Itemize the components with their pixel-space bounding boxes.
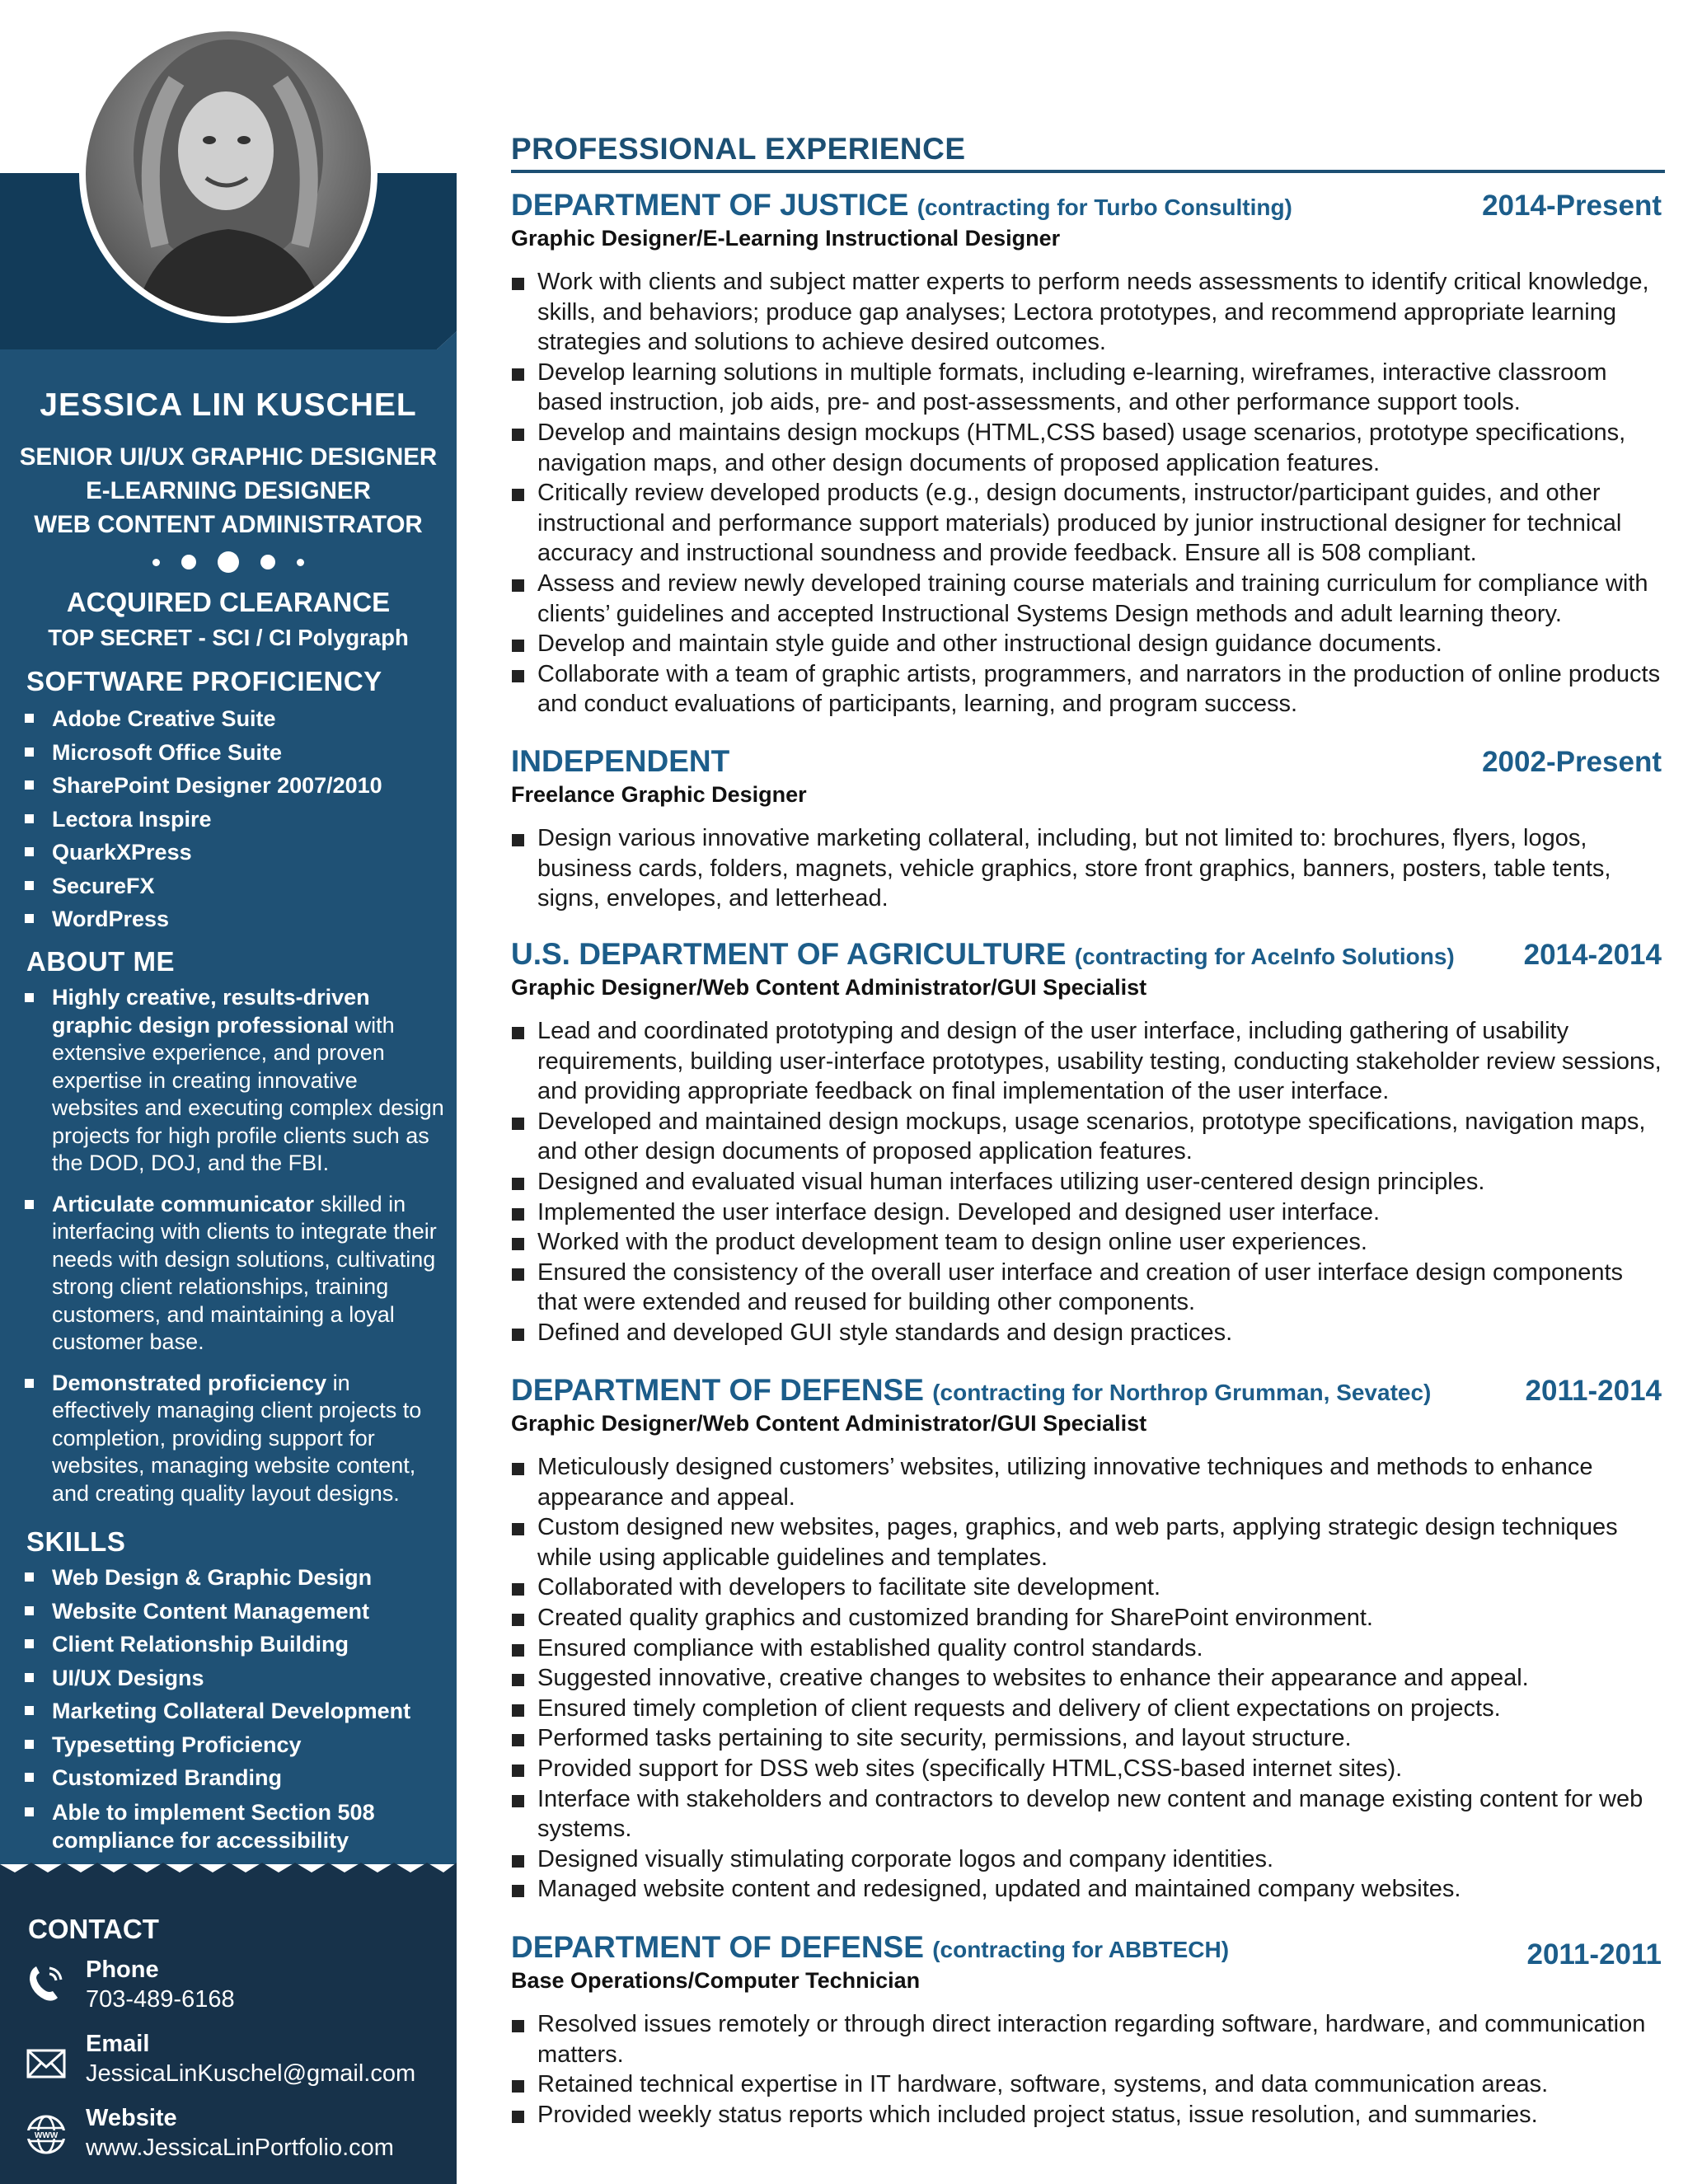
bullet-square-icon	[512, 368, 524, 381]
job-dates: 2002-Present	[1482, 746, 1662, 778]
job-entry	[511, 1373, 1665, 1905]
bullet-square-icon	[512, 2020, 524, 2032]
dot-icon	[181, 555, 196, 569]
sidebar	[0, 0, 457, 2184]
skill-item: Web Design & Graphic Design	[18, 1561, 447, 1595]
profile-title: SENIOR UI/UX GRAPHIC DESIGNER	[19, 443, 438, 471]
job-entry	[511, 744, 1665, 914]
profile-title: WEB CONTENT ADMINISTRATOR	[34, 511, 423, 538]
about-heading: ABOUT ME	[26, 946, 175, 977]
dot-icon	[218, 551, 239, 573]
bullet-square-icon	[25, 914, 34, 923]
bullet-square-icon	[512, 1644, 524, 1657]
bullet-square-icon	[512, 1027, 524, 1039]
experience-heading: PROFESSIONAL EXPERIENCE	[511, 132, 966, 166]
software-item: Lectora Inspire	[18, 803, 447, 837]
bullet-square-icon	[25, 748, 34, 757]
clearance-heading: ACQUIRED CLEARANCE	[66, 587, 391, 617]
bullet-square-icon	[512, 670, 524, 682]
bullet-square-icon	[25, 814, 34, 823]
job-bullet: Assess and review newly developed training course materials and training curriculum for compliance with clients’ guidelines and accepted Instructional Systems Design methods and adult learning theory.	[511, 569, 1665, 629]
skill-item: Able to implement Section 508 compliance for accessibility	[18, 1798, 447, 1854]
job-role: Graphic Designer/E-Learning Instructional Designer	[511, 226, 1061, 251]
job-bullet: Develop learning solutions in multiple formats, including e-learning, wireframes, interactive classroom based instruction, job aids, pre- and post-assessments, and other performance support tools.	[511, 358, 1665, 418]
job-bullet: Defined and developed GUI style standards and design practices.	[511, 1318, 1665, 1348]
phone-icon	[25, 1961, 68, 2004]
bullet-square-icon	[512, 1795, 524, 1807]
job-bullets	[511, 2009, 1665, 2130]
job-entry	[511, 1930, 1665, 2130]
bullet-square-icon	[512, 429, 524, 441]
job-bullet: Ensured timely completion of client requests and delivery of client expectations on projects.	[511, 1694, 1665, 1724]
job-dates: 2011-2014	[1525, 1375, 1662, 1407]
job-role: Base Operations/Computer Technician	[511, 1968, 921, 1993]
email-value[interactable]: JessicaLinKuschel@gmail.com	[86, 2060, 416, 2087]
dot-icon	[152, 559, 160, 566]
job-organization: U.S. DEPARTMENT OF AGRICULTURE (contracting for AceInfo Solutions)	[511, 937, 1455, 971]
dot-icon	[260, 555, 275, 569]
bullet-square-icon	[512, 1855, 524, 1868]
bullet-square-icon	[25, 1639, 34, 1648]
bullet-square-icon	[25, 1807, 34, 1816]
skill-item: Website Content Management	[18, 1595, 447, 1629]
job-bullet: Suggested innovative, creative changes to websites to enhance their appearance and appeal.	[511, 1663, 1665, 1694]
bullet-square-icon	[25, 714, 34, 723]
job-bullet: Develop and maintain style guide and other instructional design guidance documents.	[511, 629, 1665, 659]
job-organization: INDEPENDENT	[511, 744, 730, 778]
svg-text:WWW: WWW	[34, 2131, 59, 2140]
bullet-square-icon	[512, 1208, 524, 1221]
bullet-square-icon	[512, 1674, 524, 1686]
bullet-square-icon	[25, 1673, 34, 1682]
software-item: Adobe Creative Suite	[18, 702, 447, 736]
bullet-square-icon	[25, 1572, 34, 1582]
job-bullet: Critically review developed products (e.g., design documents, instructor/participant guides, and other instructional and performance support materials) produced by junior instructional designer for technical accuracy and instructional soundness and provide feedback. Ensure all is 508 compliant.	[511, 478, 1665, 569]
about-item: Articulate communicator skilled in interfacing with clients to integrate their needs with design solutions, cultivating strong client relationships, training customers, and maintaining a loyal customer base.	[18, 1191, 447, 1357]
bullet-square-icon	[512, 2111, 524, 2123]
job-bullet: Created quality graphics and customized branding for SharePoint environment.	[511, 1603, 1665, 1633]
job-role: Graphic Designer/Web Content Administrator/GUI Specialist	[511, 975, 1147, 1000]
bullet-square-icon	[512, 1614, 524, 1626]
skill-item: Typesetting Proficiency	[18, 1728, 447, 1762]
bullet-square-icon	[512, 640, 524, 652]
job-bullet: Interface with stakeholders and contractors to develop new content and manage existing content for web systems.	[511, 1784, 1665, 1844]
job-contract: (contracting for AceInfo Solutions)	[1074, 944, 1455, 969]
job-role: Graphic Designer/Web Content Administrator/GUI Specialist	[511, 1411, 1147, 1436]
job-bullet: Work with clients and subject matter experts to perform needs assessments to identify critical knowledge, skills, and behaviors; produce gap analyses; Lectora prototypes, and recommend appropriate learning strategies and solutions to achieve desired outcomes.	[511, 267, 1665, 358]
bullet-square-icon	[512, 1268, 524, 1281]
job-bullet: Resolved issues remotely or through direct interaction regarding software, hardware, and communication matters.	[511, 2009, 1665, 2069]
skill-item: Client Relationship Building	[18, 1628, 447, 1661]
bullet-square-icon	[512, 1118, 524, 1130]
bullet-square-icon	[512, 579, 524, 592]
bullet-square-icon	[512, 1329, 524, 1341]
bullet-square-icon	[512, 1734, 524, 1746]
dot-icon	[297, 559, 304, 566]
decorative-dots	[0, 546, 457, 579]
job-bullets	[511, 823, 1665, 914]
software-heading: SOFTWARE PROFICIENCY	[26, 666, 382, 696]
job-bullet: Developed and maintained design mockups, usage scenarios, prototype specifications, navigation maps, and other design documents of proposed application features.	[511, 1107, 1665, 1167]
job-bullets	[511, 1452, 1665, 1905]
job-entry	[511, 937, 1665, 1348]
globe-icon	[25, 2113, 68, 2156]
job-bullet: Collaborate with a team of graphic artists, programmers, and narrators in the production of online products and conduct evaluations of participants, learning, and program success.	[511, 659, 1665, 719]
job-bullet: Design various innovative marketing collateral, including, but not limited to: brochures, flyers, logos, business cards, folders, magnets, vehicle graphics, store front graphics, banners, posters, table tents, signs, envelopes, and letterhead.	[511, 823, 1665, 914]
job-bullet: Designed and evaluated visual human interfaces utilizing user-centered design principles.	[511, 1167, 1665, 1197]
envelope-icon	[25, 2042, 68, 2085]
skills-list	[18, 1561, 447, 1854]
job-bullet: Lead and coordinated prototyping and design of the user interface, including gathering of usability requirements, building user-interface prototypes, usability testing, conducting stakeholder review sessions, and providing appropriate feedback on final implementation of the user interface.	[511, 1016, 1665, 1107]
bullet-square-icon	[512, 834, 524, 846]
software-item: QuarkXPress	[18, 836, 447, 869]
bullet-square-icon	[512, 1523, 524, 1535]
bullet-square-icon	[512, 1704, 524, 1717]
website-value[interactable]: www.JessicaLinPortfolio.com	[86, 2135, 394, 2161]
email-label: Email	[86, 2031, 150, 2057]
job-bullets	[511, 1016, 1665, 1348]
bullet-square-icon	[512, 278, 524, 290]
software-item: SharePoint Designer 2007/2010	[18, 769, 447, 803]
profile-title: E-LEARNING DESIGNER	[86, 477, 371, 504]
about-list	[18, 984, 447, 1521]
software-item: SecureFX	[18, 869, 447, 903]
job-bullet: Designed visually stimulating corporate logos and company identities.	[511, 1844, 1665, 1875]
bullet-square-icon	[25, 993, 34, 1002]
job-contract: (contracting for ABBTECH)	[932, 1937, 1230, 1962]
skill-item: Marketing Collateral Development	[18, 1694, 447, 1728]
job-dates: 2011-2011	[1526, 1938, 1662, 1971]
job-bullet: Provided weekly status reports which included project status, issue resolution, and summaries.	[511, 2100, 1665, 2130]
about-item: Highly creative, results-driven graphic design professional with extensive experience, and proven expertise in creating innovative websites and executing complex design projects for high profile clients such as the DOD, DOJ, and the FBI.	[18, 984, 447, 1178]
job-entry	[511, 188, 1665, 719]
job-bullet: Develop and maintains design mockups (HTML,CSS based) usage scenarios, prototype specifications, navigation maps, and other design documents of proposed application features.	[511, 418, 1665, 478]
job-dates: 2014-Present	[1482, 190, 1662, 222]
job-role: Freelance Graphic Designer	[511, 782, 807, 807]
skill-item: UI/UX Designs	[18, 1661, 447, 1695]
job-bullet: Custom designed new websites, pages, graphics, and web parts, applying strategic design techniques while using applicable guidelines and templates.	[511, 1512, 1665, 1572]
skill-item: Customized Branding	[18, 1761, 447, 1795]
bullet-square-icon	[25, 1606, 34, 1615]
bullet-square-icon	[25, 847, 34, 856]
bullet-square-icon	[512, 1178, 524, 1190]
job-contract: (contracting for Northrop Grumman, Sevatec)	[932, 1380, 1432, 1405]
bullet-square-icon	[512, 1885, 524, 1897]
job-bullet: Collaborated with developers to facilitate site development.	[511, 1572, 1665, 1603]
profile-titles	[0, 440, 457, 541]
job-bullets	[511, 267, 1665, 719]
website-label: Website	[86, 2105, 177, 2131]
job-bullet: Worked with the product development team to design online user experiences.	[511, 1227, 1665, 1258]
bullet-square-icon	[512, 489, 524, 501]
bullet-square-icon	[25, 881, 34, 890]
profile-name: JESSICA LIN KUSCHEL	[40, 387, 417, 423]
job-bullet: Managed website content and redesigned, updated and maintained company websites.	[511, 1874, 1665, 1905]
software-item: WordPress	[18, 902, 447, 936]
about-item: Demonstrated proficiency in effectively managing client projects to completion, providing support for websites, managing website content, and creating quality layout designs.	[18, 1370, 447, 1508]
job-bullet: Ensured the consistency of the overall user interface and creation of user interface design components that were extended and reused for building other components.	[511, 1258, 1665, 1318]
software-item: Microsoft Office Suite	[18, 736, 447, 770]
software-list	[18, 702, 447, 936]
job-bullet: Retained technical expertise in IT hardware, software, systems, and data communication areas.	[511, 2069, 1665, 2100]
bullet-square-icon	[25, 780, 34, 790]
job-bullet: Performed tasks pertaining to site security, permissions, and layout structure.	[511, 1723, 1665, 1754]
phone-value[interactable]: 703-489-6168	[86, 1986, 235, 2013]
bullet-square-icon	[25, 1706, 34, 1715]
bullet-square-icon	[512, 1463, 524, 1475]
bullet-square-icon	[512, 2080, 524, 2093]
contact-heading: CONTACT	[28, 1914, 159, 1944]
bullet-square-icon	[512, 1583, 524, 1596]
job-bullet: Implemented the user interface design. Developed and designed user interface.	[511, 1197, 1665, 1228]
bullet-square-icon	[25, 1379, 34, 1388]
bullet-square-icon	[512, 1238, 524, 1250]
job-organization: DEPARTMENT OF DEFENSE (contracting for ABBTECH)	[511, 1930, 1230, 1964]
job-bullet: Provided support for DSS web sites (specifically HTML,CSS-based internet sites).	[511, 1754, 1665, 1784]
skills-heading: SKILLS	[26, 1526, 126, 1557]
heading-rule	[511, 170, 1665, 173]
job-organization: DEPARTMENT OF DEFENSE (contracting for Northrop Grumman, Sevatec)	[511, 1373, 1432, 1407]
bullet-square-icon	[25, 1200, 34, 1209]
bullet-square-icon	[25, 1773, 34, 1782]
job-organization: DEPARTMENT OF JUSTICE (contracting for Turbo Consulting)	[511, 188, 1292, 222]
bullet-square-icon	[512, 1765, 524, 1777]
job-bullet: Meticulously designed customers’ websites, utilizing innovative techniques and methods to enhance appearance and appeal.	[511, 1452, 1665, 1512]
clearance-value: TOP SECRET - SCI / CI Polygraph	[48, 625, 409, 650]
phone-label: Phone	[86, 1957, 159, 1983]
job-contract: (contracting for Turbo Consulting)	[917, 194, 1292, 220]
job-dates: 2014-2014	[1523, 939, 1662, 971]
bullet-square-icon	[25, 1740, 34, 1749]
job-bullet: Ensured compliance with established quality control standards.	[511, 1633, 1665, 1664]
